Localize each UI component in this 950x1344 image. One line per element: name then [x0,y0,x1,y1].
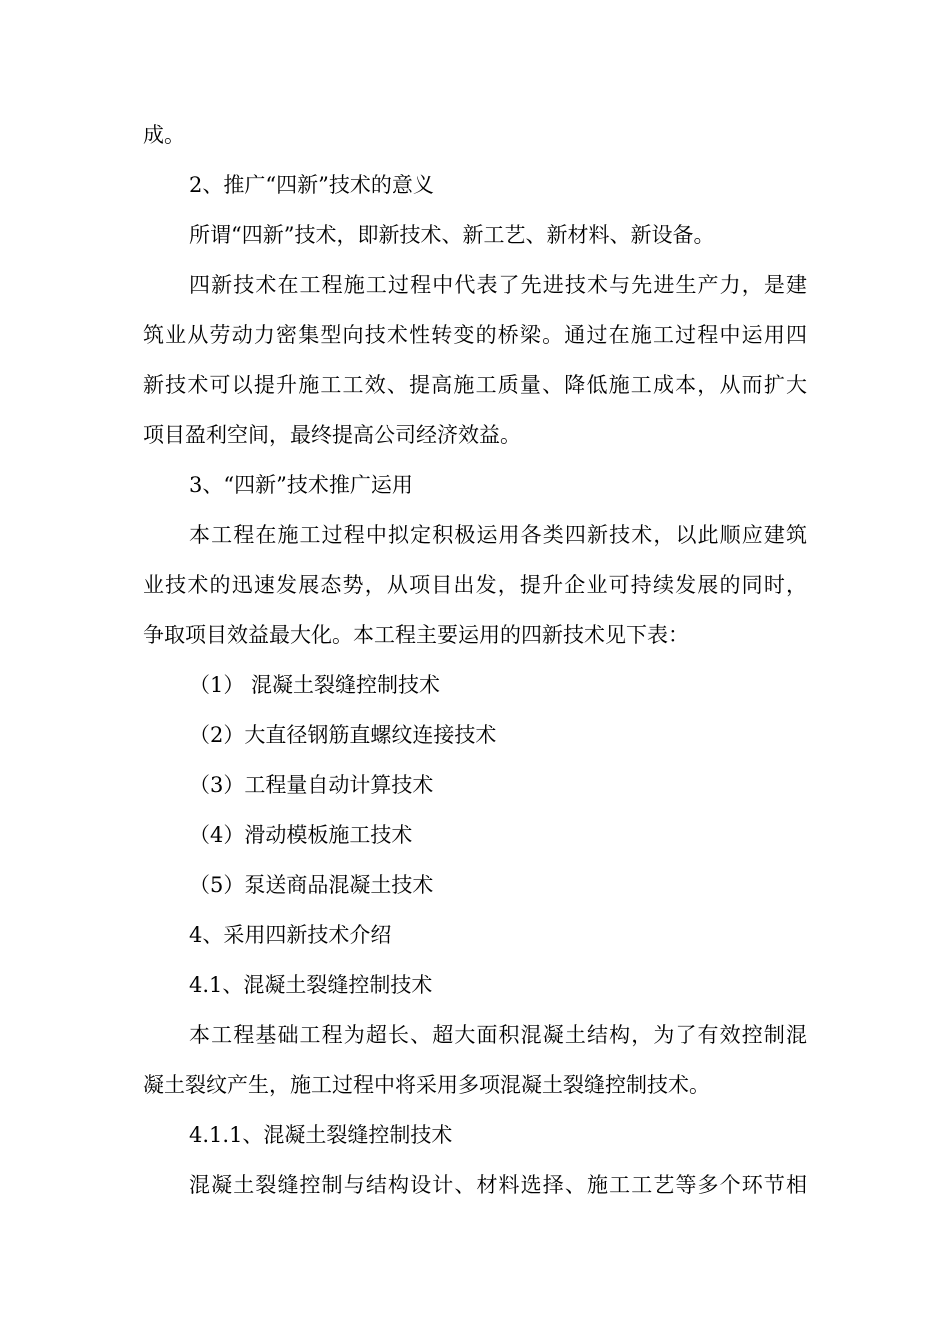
section-heading: 4、采用四新技术介绍 [189,923,392,947]
text-line: 筑业从劳动力密集型向技术性转变的桥梁。通过在施工过程中运用四 [143,323,807,347]
text-line: 成。 [143,123,185,147]
text-line: 本工程基础工程为超长、超大面积混凝土结构，为了有效控制混 [189,1023,807,1047]
text-line: 所谓“四新”技术，即新技术、新工艺、新材料、新设备。 [189,223,715,247]
text-line: 项目盈利空间，最终提高公司经济效益。 [143,423,521,447]
list-item: （1） 混凝土裂缝控制技术 [189,673,441,697]
text-line: 本工程在施工过程中拟定积极运用各类四新技术，以此顺应建筑 [189,523,807,547]
list-item: （3）工程量自动计算技术 [189,773,434,797]
list-item: （4）滑动模板施工技术 [189,823,413,847]
section-heading: 3、“四新”技术推广运用 [189,473,413,497]
text-line: 四新技术在工程施工过程中代表了先进技术与先进生产力，是建 [189,273,807,297]
subsection-heading: 4.1.1、混凝土裂缝控制技术 [189,1123,453,1147]
text-line: 争取项目效益最大化。本工程主要运用的四新技术见下表： [143,623,689,647]
subsection-heading: 4.1、混凝土裂缝控制技术 [189,973,433,997]
list-item: （5）泵送商品混凝土技术 [189,873,434,897]
section-heading: 2、推广“四新”技术的意义 [189,173,434,197]
text-line: 业技术的迅速发展态势，从项目出发，提升企业可持续发展的同时， [143,573,807,597]
list-item: （2）大直径钢筋直螺纹连接技术 [189,723,497,747]
text-line: 凝土裂纹产生，施工过程中将采用多项混凝土裂缝控制技术。 [143,1073,710,1097]
text-line: 新技术可以提升施工工效、提高施工质量、降低施工成本，从而扩大 [143,373,807,397]
text-line: 混凝土裂缝控制与结构设计、材料选择、施工工艺等多个环节相 [189,1173,807,1197]
document-body [143,110,807,1210]
